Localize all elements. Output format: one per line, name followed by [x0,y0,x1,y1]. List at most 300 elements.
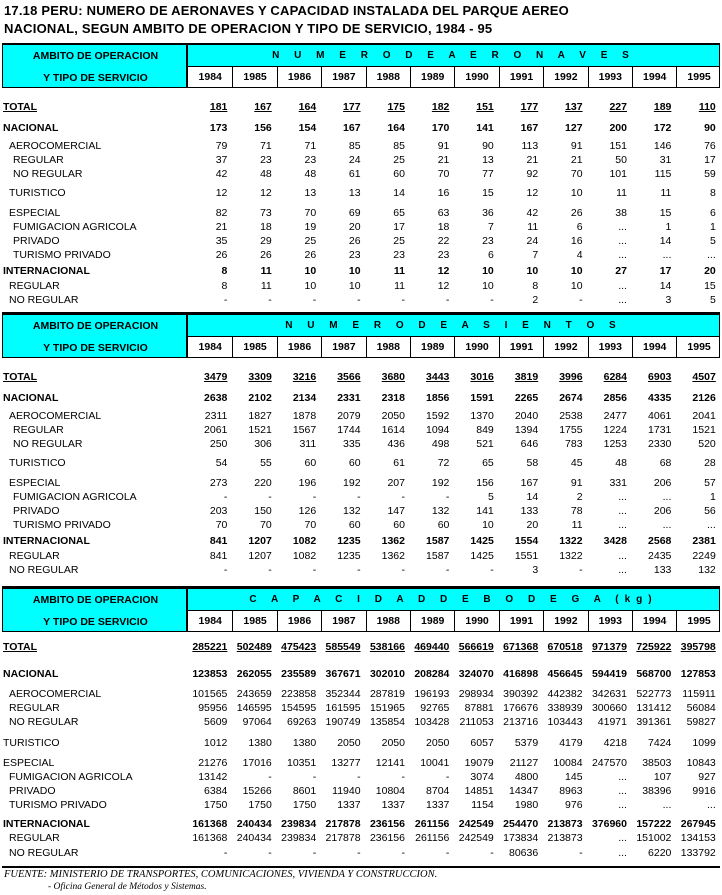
cell-1989: 1592 [426,410,450,422]
row-label-especial: ESPECIAL [9,207,61,219]
cell-1995: 1 [709,491,716,503]
header-ambito-label: AMBITO DE OPERACION [32,50,159,62]
cell-1995: 1 [709,221,716,233]
cell-1993: 2477 [603,410,627,422]
cell-1984: 70 [215,519,228,531]
cell-1992: 783 [565,438,583,450]
cell-1987: 2079 [337,410,361,422]
cell-1989: 1587 [426,550,450,562]
cell-1991: 173834 [503,832,539,844]
cell-1995: 132 [698,564,716,576]
row-label-turismo-privado: TURISMO PRIVADO [13,519,111,531]
year-header-1984: 1984 [198,341,222,353]
cell-1995: 2249 [692,550,716,562]
cell-1988: 11 [394,280,405,292]
cell-1986: 25 [304,235,317,247]
cell-1985: 1207 [248,535,272,547]
year-header-1995: 1995 [676,336,720,357]
table-row [2,249,720,263]
row-label-regular: REGULAR [9,550,60,562]
cell-1988: 23 [393,249,405,261]
cell-1994: 522773 [636,688,672,700]
cell-1994: 6903 [648,371,672,383]
cell-1994: 38396 [642,785,672,797]
cell-1984: 35 [215,235,228,247]
cell-1987: 3566 [337,371,361,383]
cell-1989: 132 [431,505,450,517]
table-row [2,265,720,279]
row-label-total: TOTAL [3,371,38,383]
header-ambito-label: AMBITO DE OPERACION [32,320,159,332]
cell-1992: 2538 [559,410,583,422]
row-label-regular: REGULAR [13,424,64,436]
table-row [2,491,720,505]
cell-1990: 77 [482,168,494,180]
cell-1990: 141 [476,505,494,517]
cell-1995: 2126 [692,392,716,404]
row-label-no-regular: NO REGULAR [9,564,79,576]
row-label-turismo-privado: TURISMO PRIVADO [9,799,107,811]
cell-1992: 456645 [547,668,583,680]
cell-1985: 71 [260,140,272,152]
cell-1984: 5609 [204,716,228,728]
cell-1990: - [490,847,494,859]
cell-1991: 24 [526,235,539,247]
cell-1986: 239834 [281,818,317,830]
year-header-1993: 1993 [588,66,632,87]
year-header-1986: 1986 [277,336,321,357]
cell-1994: 131412 [636,702,672,714]
cell-1984: 42 [215,168,228,180]
cell-1993: ... [618,799,627,811]
cell-1990: 1154 [471,799,494,811]
cell-1984: 37 [215,154,228,166]
cell-1992: 1322 [559,535,583,547]
cell-1992: - [579,847,583,859]
cell-1989: 103428 [414,716,450,728]
cell-1985: 73 [260,207,272,219]
cell-1984: - [223,847,228,859]
cell-1987: 177 [343,101,361,113]
cell-1995: 59 [704,168,716,180]
table-row [2,564,720,578]
row-label-no-regular: NO REGULAR [9,294,79,306]
cell-1985: 243659 [236,688,272,700]
table-row [2,371,720,385]
title-divider [2,43,720,44]
cell-1995: 133792 [680,847,716,859]
cell-1993: 594419 [591,668,627,680]
cell-1986: - [312,294,317,306]
cell-1991: 21127 [509,757,539,769]
cell-1995: 927 [698,771,716,783]
cell-1991: 176676 [503,702,539,714]
cell-1990: 1425 [470,550,494,562]
row-label-fumigacion-agricola: FUMIGACION AGRICOLA [13,221,137,233]
year-header-1992: 1992 [543,336,587,357]
cell-1984: 101565 [192,688,228,700]
year-header-1989: 1989 [410,610,454,631]
cell-1994: 15 [659,207,672,219]
cell-1992: 10084 [553,757,583,769]
cell-1991: 42 [526,207,539,219]
table-row [2,168,720,182]
cell-1986: 475423 [281,641,317,653]
row-label-regular: REGULAR [9,702,60,714]
cell-1994: ... [662,519,672,531]
cell-1989: 469440 [414,641,450,653]
cell-1989: 8704 [426,785,450,797]
cell-1991: 213716 [503,716,539,728]
cell-1994: 133 [653,564,672,576]
cell-1984: 12 [215,187,228,199]
cell-1989: 1856 [426,392,450,404]
cell-1985: 17016 [242,757,272,769]
cell-1985: 502489 [236,641,272,653]
cell-1984: 2061 [204,424,228,436]
year-header-group [187,314,720,358]
cell-1988: 85 [393,140,405,152]
cell-1991: 390392 [503,688,539,700]
cell-1989: 1337 [426,799,450,811]
cell-1990: 6057 [470,737,494,749]
cell-1993: ... [618,519,627,531]
year-header-1995: 1995 [676,66,720,87]
cell-1984: 273 [209,477,228,489]
table-row [2,505,720,519]
cell-1987: 69 [348,207,361,219]
cell-1988: 302010 [369,668,405,680]
cell-1984: 79 [215,140,228,152]
cell-1987: 217878 [325,832,361,844]
cell-1993: ... [618,505,627,517]
year-header-1986: 1986 [277,610,321,631]
cell-1988: 17 [393,221,405,233]
cell-1986: 311 [299,438,317,450]
cell-1989: 60 [437,519,450,531]
row-label-internacional: INTERNACIONAL [3,818,90,830]
cell-1990: 242549 [458,832,494,844]
cell-1990: 10 [482,519,494,531]
cell-1990: 566619 [458,641,494,653]
cell-1984: - [223,564,228,576]
cell-1995: ... [707,519,716,531]
cell-1988: 207 [387,477,405,489]
cell-1986: 235589 [281,668,317,680]
cell-1984: 8 [221,280,228,292]
cell-1987: 192 [343,477,361,489]
cell-1987: 1337 [337,799,361,811]
cell-1990: - [490,564,494,576]
cell-1985: 29 [260,235,272,247]
cell-1984: 21276 [198,757,228,769]
cell-1991: 58 [526,457,539,469]
cell-1988: 2050 [381,410,405,422]
cell-1994: ... [662,799,672,811]
cell-1986: 10 [304,280,317,292]
cell-1994: 14 [659,280,672,292]
cell-1994: 1731 [648,424,672,436]
cell-1986: 19 [304,221,317,233]
cell-1984: 6384 [204,785,228,797]
cell-1991: 671368 [503,641,539,653]
cell-1988: 12141 [375,757,405,769]
cell-1993: 1224 [603,424,627,436]
cell-1990: 23 [482,235,494,247]
cell-1985: - [268,564,272,576]
cell-1993: ... [618,785,627,797]
cell-1995: 115911 [682,688,716,700]
cell-1987: 61 [348,168,361,180]
cell-1992: 145 [565,771,583,783]
cell-1994: 6220 [648,847,672,859]
year-header-1988: 1988 [366,336,410,357]
cell-1988: 25 [393,154,405,166]
cell-1986: 10351 [286,757,317,769]
cell-1990: 13 [482,154,494,166]
year-header-1990: 1990 [454,610,498,631]
cell-1989: 63 [437,207,450,219]
cell-1993: 50 [615,154,627,166]
cell-1987: 167 [343,122,361,134]
year-header-1990: 1990 [454,66,498,87]
year-header-1984: 1984 [198,71,222,83]
cell-1984: 161368 [192,832,228,844]
cell-1987: 11940 [332,785,361,797]
cell-1986: 196 [298,477,317,489]
cell-1986: 164 [298,101,317,113]
cell-1987: 13277 [331,757,361,769]
cell-1991: 416898 [503,668,539,680]
header-servicio-label: Y TIPO DE SERVICIO [43,616,148,628]
row-label-aerocomercial: AEROCOMERCIAL [9,410,102,422]
cell-1985: 220 [254,477,272,489]
cell-1990: 65 [482,457,494,469]
table-row [2,477,720,491]
year-header-1987: 1987 [321,336,365,357]
cell-1995: ... [707,799,716,811]
year-header-1986: 1986 [277,66,321,87]
cell-1986: 3216 [292,371,317,383]
cell-1990: 87881 [464,702,494,714]
cell-1989: 70 [437,168,450,180]
cell-1991: 14 [526,491,539,503]
cell-1988: - [401,294,405,306]
table-row [2,438,720,452]
section-header [2,314,720,358]
cell-1990: 1370 [470,410,494,422]
footer-office: - Oficina General de Métodos y Sistemas. [48,882,207,892]
cell-1987: 60 [348,457,361,469]
row-label-no-regular: NO REGULAR [13,168,83,180]
cell-1988: 436 [387,438,405,450]
header-servicio-label: Y TIPO DE SERVICIO [43,72,148,84]
cell-1986: 1380 [292,737,317,749]
cell-1995: 90 [704,122,716,134]
cell-1985: 1521 [248,424,272,436]
cell-1986: 70 [304,519,317,531]
cell-1989: 12 [437,265,450,277]
cell-1989: - [445,771,450,783]
cell-1993: 3428 [603,535,627,547]
row-label-nacional: NACIONAL [3,668,59,680]
cell-1993: 200 [609,122,627,134]
table-row [2,757,720,771]
cell-1989: 22 [437,235,450,247]
row-label-turistico: TURISTICO [9,457,66,469]
cell-1991: 12 [526,187,539,199]
year-header-1993: 1993 [588,610,632,631]
row-label-privado: PRIVADO [9,785,56,797]
cell-1994: 14 [659,235,672,247]
year-header-group [187,588,720,632]
cell-1992: 213873 [547,832,583,844]
cell-1984: 2311 [204,410,228,422]
table-row [2,785,720,799]
cell-1993: 227 [609,101,627,113]
year-header-1985: 1985 [232,66,276,87]
cell-1985: 55 [260,457,272,469]
cell-1987: 132 [343,505,361,517]
cell-1992: 1755 [559,424,583,436]
cell-1985: - [268,771,272,783]
cell-1989: 91 [437,140,450,152]
cell-1995: 17 [704,154,716,166]
cell-1987: 1744 [337,424,361,436]
cell-1989: 1094 [426,424,450,436]
cell-1992: 4 [576,249,583,261]
table-row [2,294,720,308]
cell-1985: 1380 [248,737,272,749]
table-row [2,140,720,154]
cell-1992: 103443 [547,716,583,728]
cell-1991: 177 [520,101,539,113]
row-label-especial: ESPECIAL [3,757,55,769]
cell-1994: 31 [659,154,672,166]
cell-1995: 57 [704,477,716,489]
cell-1989: 92765 [420,702,450,714]
cell-1993: ... [618,550,627,562]
cell-1985: 15266 [242,785,272,797]
cell-1984: 13142 [198,771,228,783]
cell-1994: 2568 [648,535,672,547]
cell-1986: 60 [304,457,317,469]
cell-1993: ... [618,294,627,306]
cell-1993: 48 [615,457,627,469]
cell-1991: 4800 [514,771,539,783]
cell-1987: 26 [348,235,361,247]
cell-1989: 12 [437,280,450,292]
cell-1992: 8963 [559,785,583,797]
cell-1989: 192 [431,477,450,489]
year-header-1994: 1994 [632,66,676,87]
cell-1992: 91 [570,140,583,152]
cell-1994: 206 [653,505,672,517]
cell-1989: 208284 [414,668,450,680]
cell-1988: 61 [393,457,405,469]
cell-1985: 167 [254,101,272,113]
cell-1987: 1235 [337,550,361,562]
cell-1985: 1827 [248,410,272,422]
cell-1992: 10 [570,187,583,199]
row-label-total: TOTAL [3,101,38,113]
row-label-no-regular: NO REGULAR [13,438,83,450]
cell-1992: 127 [565,122,583,134]
cell-1994: 391361 [636,716,672,728]
cell-1986: 1878 [292,410,317,422]
cell-1991: 92 [526,168,539,180]
cell-1995: 10843 [686,757,716,769]
cell-1995: 28 [704,457,716,469]
cell-1986: 154595 [281,702,317,714]
year-header-1988: 1988 [366,66,410,87]
cell-1994: 11 [660,187,672,199]
cell-1985: 240434 [236,818,272,830]
cell-1985: 262055 [236,668,272,680]
cell-1993: 331 [609,477,627,489]
cell-1995: 8 [709,187,716,199]
header-ambito-label: AMBITO DE OPERACION [32,594,159,606]
cell-1990: 242549 [458,818,494,830]
cell-1994: 2330 [648,438,672,450]
cell-1989: 261156 [415,832,450,844]
cell-1995: 1521 [692,424,716,436]
cell-1995: 395798 [680,641,716,653]
cell-1990: 15 [482,187,494,199]
cell-1989: - [445,847,450,859]
cell-1988: 60 [393,519,405,531]
cell-1992: 11 [571,519,583,531]
cell-1992: 213873 [547,818,583,830]
cell-1984: 123853 [192,668,228,680]
cell-1986: - [312,771,317,783]
row-label-regular: REGULAR [9,832,60,844]
table-row [2,688,720,702]
table-row [2,280,720,294]
cell-1989: 196193 [414,688,450,700]
cell-1994: 7424 [648,737,672,749]
cell-1993: 101 [609,168,627,180]
cell-1991: 3819 [514,371,539,383]
cell-1988: - [401,564,405,576]
cell-1990: 5 [487,491,494,503]
row-header-cell [2,44,187,88]
cell-1992: 21 [570,154,583,166]
cell-1985: 150 [254,505,272,517]
cell-1991: 2265 [514,392,539,404]
cell-1986: 69263 [286,716,317,728]
cell-1986: 26 [304,249,317,261]
cell-1984: - [223,294,228,306]
year-header-1994: 1994 [632,610,676,631]
cell-1988: 164 [387,122,405,134]
cell-1995: 5 [709,294,716,306]
cell-1993: 41971 [597,716,627,728]
footer-source: FUENTE: MINISTERIO DE TRANSPORTES, COMUNICACIONES, VIVIENDA Y CONSTRUCCION. [4,869,438,880]
cell-1990: 90 [482,140,494,152]
cell-1991: 10 [526,265,539,277]
cell-1993: 151 [609,140,627,152]
year-header-1985: 1985 [232,610,276,631]
cell-1993: 376960 [591,818,627,830]
cell-1990: 3016 [470,371,494,383]
cell-1994: 725922 [636,641,672,653]
cell-1993: ... [618,847,627,859]
cell-1989: 498 [431,438,450,450]
cell-1984: - [223,491,228,503]
cell-1993: 4218 [603,737,627,749]
cell-1988: - [401,771,405,783]
